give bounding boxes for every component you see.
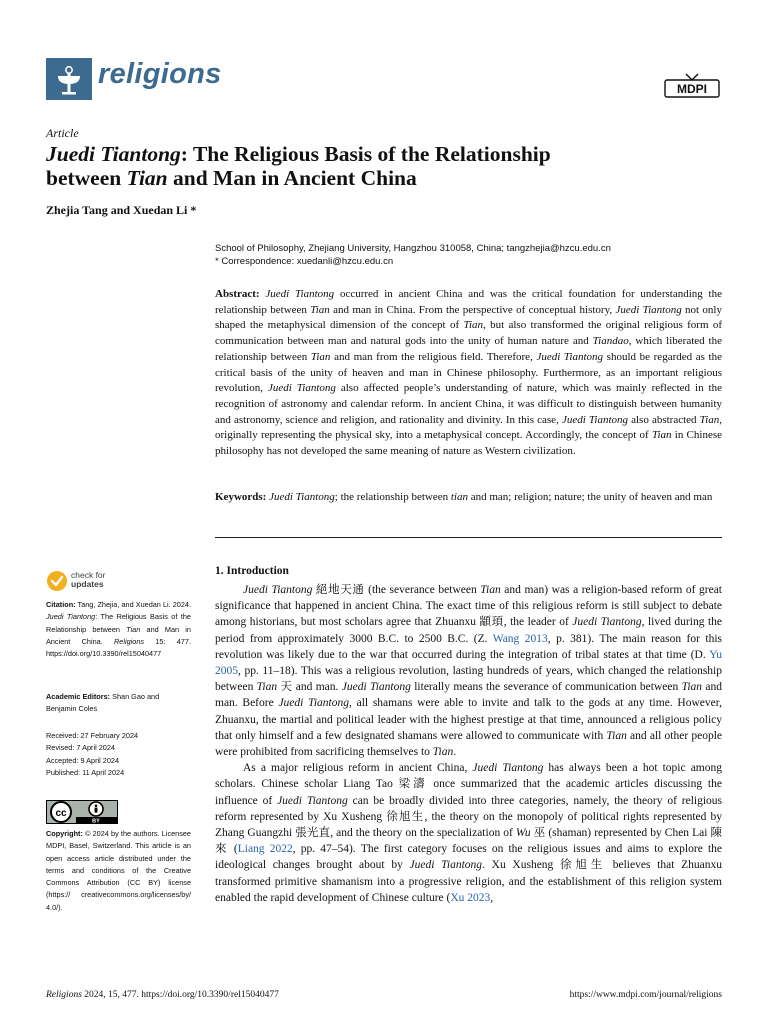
- date-accepted: Accepted: 9 April 2024: [46, 755, 120, 765]
- divider: [215, 537, 722, 538]
- copyright-label: Copyright:: [46, 829, 83, 838]
- italic-term: Juedi Tiantong: [561, 413, 628, 426]
- italic-term: Tian: [651, 429, 672, 442]
- abstract: [215, 287, 722, 460]
- italic-term: Juedi Tiantong: [269, 491, 335, 503]
- copyright-text: © 2024 by the authors. Licensee MDPI, Basel, Switzerland. This article is an open access article distributed under the terms and conditions of the Creative Commons Attribution (CC BY) license (https:// creativecommons.org/licenses/by/ 4.0/).: [46, 829, 191, 912]
- check-updates-icon: [46, 570, 68, 592]
- title-line2-b: and Man in Ancient China: [167, 166, 417, 190]
- keywords: [215, 490, 722, 506]
- title-italic: Juedi Tiantong: [46, 142, 181, 166]
- check-updates-line1: check for: [71, 570, 106, 580]
- italic-term: Tian: [699, 413, 720, 426]
- check-updates-text: [71, 571, 106, 589]
- italic-term: Juedi Tiantong: [277, 794, 348, 807]
- title-rest: : The Religious Basis of the Relationship: [180, 142, 551, 166]
- italic-term: tian: [450, 491, 468, 503]
- citation: Citation: Tang, Zhejia, and Xuedan Li. 2024. Juedi Tiantong: The Religious Basis of the Relationship between Tian and Man in Ancient China. Religions 15: 477. https://doi.org/10.3390/rel15040477: [46, 600, 191, 659]
- italic-term: Tian: [310, 303, 330, 316]
- italic-term: Juedi Tiantong: [243, 584, 313, 596]
- footer-journal-url[interactable]: https://www.mdpi.com/journal/religions: [569, 990, 722, 1000]
- italic-term: Juedi Tiantong: [46, 612, 96, 622]
- italic-term: Tian: [126, 624, 141, 634]
- italic-term: Tiandao: [592, 335, 629, 348]
- footer-citation: [46, 990, 279, 1000]
- italic-term: Juedi Tiantong: [278, 697, 349, 710]
- article-title: [46, 142, 746, 190]
- affiliation-block: [215, 243, 611, 268]
- affiliation: School of Philosophy, Zhejiang University, Hangzhou 310058, China; tangzhejia@hzcu.edu.cn: [215, 243, 611, 254]
- italic-term: Juedi Tiantong: [615, 303, 682, 316]
- italic-term: Juedi Tiantong: [472, 762, 544, 775]
- check-updates-line2: updates: [71, 579, 104, 589]
- svg-text:cc: cc: [55, 808, 67, 819]
- footer-journal: Religions: [46, 990, 82, 1000]
- italic-term: Religions: [114, 636, 145, 646]
- publication-dates: [46, 730, 191, 779]
- authors[interactable]: Zhejia Tang and Xuedan Li *: [46, 203, 197, 217]
- paragraph-1: Juedi Tiantong 絕地天通 (the severance between Tian and man) was a religion-based reform of great significance that happened in ancient China. The exact time of this religious reform is still subject to debate among historians, but most scholars agree that Zhuanxu 顓頊, the leader of Juedi Tiantong, lived during the period from approximately 3000 B.C. to 2500 B.C. (Z. Wang 2013, p. 381). The main reason for this revolution was likely due to the war that occurred during the integration of tribal states at that time (D. Yu 2005, pp. 11–18). This was a religious revolution, lasting hundreds of years, which changed the relationship between Tian 天 and man. Juedi Tiantong literally means the severance of communication between Tian and man. Before Juedi Tiantong, all shamans were able to invite and talk to the gods at any time. However, Zhuanxu, the martial and political leader with the highest prestige at that time, announced a religious policy that only himself and a few designated shamans were allowed to communicate with Tian and all other people were prohibited from sacrificing themselves to Tian.: [215, 584, 722, 759]
- abstract-text: Juedi Tiantong occurred in ancient China and was the critical foundation for understanding the relationship between Tian and man in China. From the perspective of conceptual history, Juedi Tiantong not only shaped the metaphysical dimension of the concept of Tian, but also transformed the original religious form of communication between man and natural gods into the unity of human nature and Tiandao, which liberated the relationship between Tian and man from the religious field. Therefore, Juedi Tiantong should be regarded as the critical basis of the unity of heaven and man in Chinese philosophy. Furthermore, as an important religious revolution, Juedi Tiantong also affected people’s understanding of nature, which was mainly reflected in the recognition of astronomy and calendar reform. In ancient China, it was difficult to distinguish between humanity and astronomy, science and religion, and rationality and divinity. In this case, Juedi Tiantong also abstracted Tian, originally representing the physical sky, into a metaphysical concept. Accordingly, the concept of Tian in Chinese philosophy has not developed the same meaning of nature as Western civilization.: [215, 288, 722, 458]
- keywords-label: Keywords:: [215, 491, 267, 503]
- date-revised: Revised: 7 April 2024: [46, 743, 115, 753]
- italic-term: Tian: [606, 729, 627, 742]
- paragraph-2: As a major religious reform in ancient China, Juedi Tiantong has always been a hot topic among scholars. Chinese scholar Liang Tao 梁濤 once summarized that the academic articles discussing the influence of Juedi Tiantong can be broadly divided into three categories, namely, the theory of religious reform represented by Xu Xusheng 徐旭生, the theory on the monopoly of political rights represented by Zhang Guangzhi 張光直, and the theory on the specialization of Wu 巫 (shaman) represented by Chen Lai 陳來 (Liang 2022, pp. 47–54). The first category focuses on the religious issues and aims to explore the ideological changes brought about by Juedi Tiantong. Xu Xusheng 徐旭生 believes that Zhuanxu transformed primitive shamanism into a progressive religion, and the establishment of this religion system enabled the rapid development of Chinese culture (Xu 2023,: [215, 762, 723, 904]
- italic-term: Juedi Tiantong: [341, 681, 411, 694]
- italic-term: Tian: [681, 681, 703, 694]
- mdpi-logo-icon[interactable]: [664, 72, 720, 98]
- italic-term: Juedi Tiantong: [267, 382, 336, 395]
- italic-term: Juedi Tiantong: [572, 616, 642, 629]
- italic-term: Juedi Tiantong: [265, 288, 335, 300]
- italic-term: Juedi Tiantong: [409, 859, 483, 872]
- cc-by-license-icon[interactable]: [46, 800, 118, 824]
- journal-name[interactable]: religions: [98, 58, 222, 90]
- publisher-name: MDPI: [677, 82, 707, 96]
- cc-by-label: BY: [92, 818, 100, 824]
- journal-logo-icon: [46, 58, 92, 100]
- italic-term: Tian: [310, 350, 331, 363]
- italic-term: Tian: [432, 746, 454, 759]
- introduction-body: [215, 582, 722, 906]
- italic-term: Juedi Tiantong: [536, 350, 604, 363]
- date-received: Received: 27 February 2024: [46, 731, 139, 740]
- italic-term: Wu: [515, 827, 531, 840]
- title-line2-italic: Tian: [126, 166, 168, 190]
- citation-link[interactable]: Yu 2005: [215, 648, 722, 678]
- italic-term: Tian: [256, 681, 278, 694]
- academic-editors: [46, 691, 191, 716]
- footer-doi[interactable]: 2024, 15, 477. https://doi.org/10.3390/rel15040477: [81, 990, 279, 1000]
- citation-link[interactable]: Liang 2022: [237, 843, 293, 856]
- date-published: Published: 11 April 2024: [46, 767, 125, 777]
- article-type: Article: [46, 126, 79, 140]
- section-heading: 1. Introduction: [215, 565, 289, 577]
- citation-link[interactable]: Xu 2023: [450, 891, 491, 904]
- editors-names: Shan Gao and Benjamin Coles: [46, 692, 160, 714]
- title-line2-a: between: [46, 166, 127, 190]
- editors-label: Academic Editors:: [46, 692, 111, 701]
- keywords-text: Juedi Tiantong; the relationship between tian and man; religion; nature; the unity of heaven and man: [269, 491, 713, 503]
- correspondence: * Correspondence: xuedanli@hzcu.edu.cn: [215, 255, 394, 267]
- bold-label: Citation:: [46, 600, 76, 609]
- italic-term: Tian: [463, 319, 484, 332]
- citation-link[interactable]: Wang 2013: [492, 632, 548, 645]
- italic-term: Tian: [480, 584, 501, 596]
- check-for-updates-button[interactable]: [46, 570, 126, 594]
- copyright: [46, 828, 191, 914]
- abstract-label: Abstract:: [215, 288, 260, 300]
